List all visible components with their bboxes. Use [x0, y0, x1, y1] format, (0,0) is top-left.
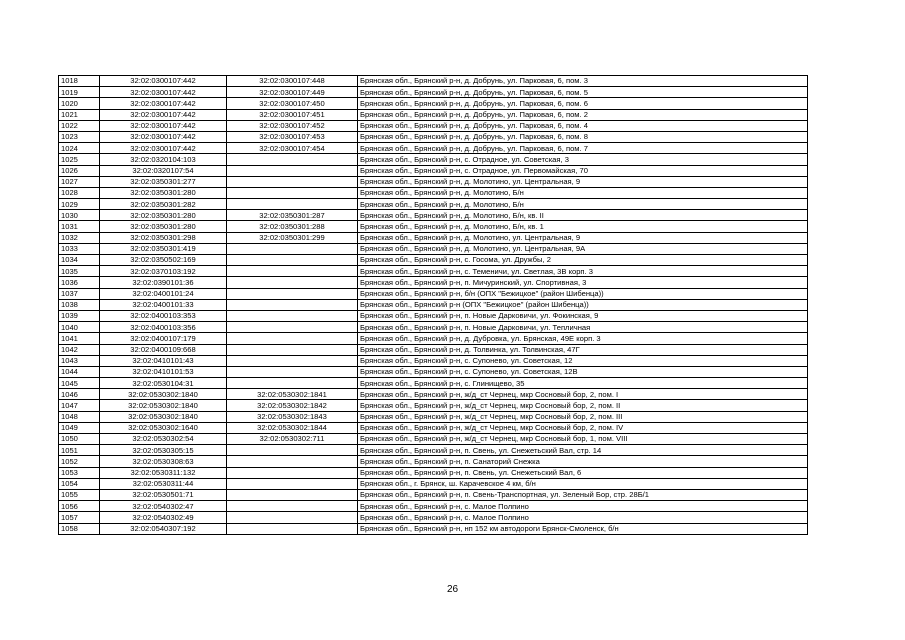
- address: Брянская обл., Брянский р-н, д. Добрунь, ул. Парковая, 6, пом. 3: [358, 76, 808, 87]
- table-row: [59, 243, 808, 254]
- object-cadastral-number: [227, 243, 358, 254]
- object-cadastral-number: [227, 333, 358, 344]
- object-cadastral-number: [227, 288, 358, 299]
- table-row: [59, 310, 808, 321]
- address: Брянская обл., Брянский р-н, д. Добрунь, ул. Парковая, 6, пом. 4: [358, 120, 808, 131]
- object-cadastral-number: 32:02:0350301:287: [227, 210, 358, 221]
- object-cadastral-number: [227, 154, 358, 165]
- row-number: 1058: [59, 523, 100, 534]
- row-number: 1043: [59, 355, 100, 366]
- address: Брянская обл., Брянский р-н, п. Новые Дарковичи, ул. Тепличная: [358, 322, 808, 333]
- table-row: [59, 400, 808, 411]
- cadastral-number: 32:02:0370103:192: [100, 266, 227, 277]
- cadastral-number: 32:02:0350502:169: [100, 255, 227, 266]
- object-cadastral-number: [227, 322, 358, 333]
- address: Брянская обл., Брянский р-н, с. Супонево, ул. Советская, 12: [358, 355, 808, 366]
- object-cadastral-number: [227, 445, 358, 456]
- cadastral-number: 32:02:0530104:31: [100, 378, 227, 389]
- table-row: [59, 333, 808, 344]
- object-cadastral-number: 32:02:0350301:288: [227, 221, 358, 232]
- object-cadastral-number: 32:02:0300107:453: [227, 131, 358, 142]
- address: Брянская обл., Брянский р-н, с. Госома, ул. Дружбы, 2: [358, 255, 808, 266]
- cadastral-number: 32:02:0400101:24: [100, 288, 227, 299]
- object-cadastral-number: [227, 366, 358, 377]
- row-number: 1053: [59, 467, 100, 478]
- address: Брянская обл., Брянский р-н (ОПХ "Бежицкое" (район Шибенца)): [358, 299, 808, 310]
- address: Брянская обл., Брянский р-н, п. Санаторий Снежка: [358, 456, 808, 467]
- address: Брянская обл., Брянский р-н, д. Молотино, ул. Центральная, 9А: [358, 243, 808, 254]
- address: Брянская обл., Брянский р-н, с. Глинищево, 35: [358, 378, 808, 389]
- address: Брянская обл., Брянский р-н, д. Добрунь, ул. Парковая, 6, пом. 5: [358, 87, 808, 98]
- row-number: 1020: [59, 98, 100, 109]
- address: Брянская обл., Брянский р-н, д. Молотино, ул. Центральная, 9: [358, 232, 808, 243]
- object-cadastral-number: [227, 344, 358, 355]
- table-row: [59, 187, 808, 198]
- row-number: 1029: [59, 199, 100, 210]
- cadastral-number: 32:02:0530302:1840: [100, 411, 227, 422]
- object-cadastral-number: 32:02:0530302:1844: [227, 422, 358, 433]
- object-cadastral-number: [227, 489, 358, 500]
- object-cadastral-number: 32:02:0300107:449: [227, 87, 358, 98]
- table-row: [59, 131, 808, 142]
- object-cadastral-number: 32:02:0300107:452: [227, 120, 358, 131]
- address: Брянская обл., Брянский р-н, п. Новые Дарковичи, ул. Фокинская, 9: [358, 310, 808, 321]
- row-number: 1021: [59, 109, 100, 120]
- table-row: [59, 266, 808, 277]
- address: Брянская обл., Брянский р-н, д. Молотино, Б/н: [358, 199, 808, 210]
- cadastral-number: 32:02:0400107:179: [100, 333, 227, 344]
- registry-table: [58, 75, 808, 535]
- cadastral-number: 32:02:0530302:1840: [100, 400, 227, 411]
- table-row: [59, 87, 808, 98]
- object-cadastral-number: [227, 199, 358, 210]
- object-cadastral-number: [227, 310, 358, 321]
- cadastral-number: 32:02:0410101:53: [100, 366, 227, 377]
- cadastral-number: 32:02:0400103:353: [100, 310, 227, 321]
- cadastral-number: 32:02:0300107:442: [100, 87, 227, 98]
- object-cadastral-number: [227, 277, 358, 288]
- table-row: [59, 456, 808, 467]
- address: Брянская обл., Брянский р-н, д. Добрунь, ул. Парковая, 6, пом. 8: [358, 131, 808, 142]
- cadastral-number: 32:02:0540302:49: [100, 512, 227, 523]
- address: Брянская обл., Брянский р-н, д. Добрунь, ул. Парковая, 6, пом. 6: [358, 98, 808, 109]
- object-cadastral-number: [227, 299, 358, 310]
- table-row: [59, 143, 808, 154]
- table-row: [59, 299, 808, 310]
- object-cadastral-number: [227, 478, 358, 489]
- table-row: [59, 277, 808, 288]
- cadastral-number: 32:02:0350301:277: [100, 176, 227, 187]
- table-row: [59, 76, 808, 87]
- row-number: 1046: [59, 389, 100, 400]
- object-cadastral-number: [227, 165, 358, 176]
- row-number: 1027: [59, 176, 100, 187]
- cadastral-number: 32:02:0400109:668: [100, 344, 227, 355]
- row-number: 1042: [59, 344, 100, 355]
- row-number: 1023: [59, 131, 100, 142]
- object-cadastral-number: [227, 523, 358, 534]
- address: Брянская обл., Брянский р-н, нп 152 км автодороги Брянск-Смоленск, б/н: [358, 523, 808, 534]
- address: Брянская обл., Брянский р-н, д. Добрунь, ул. Парковая, 6, пом. 7: [358, 143, 808, 154]
- address: Брянская обл., Брянский р-н, б/н (ОПХ "Бежицкое" (район Шибенца)): [358, 288, 808, 299]
- cadastral-number: 32:02:0300107:442: [100, 120, 227, 131]
- table-row: [59, 434, 808, 445]
- cadastral-number: 32:02:0530302:54: [100, 434, 227, 445]
- object-cadastral-number: [227, 176, 358, 187]
- object-cadastral-number: 32:02:0350301:299: [227, 232, 358, 243]
- cadastral-number: 32:02:0320104:103: [100, 154, 227, 165]
- address: Брянская обл., Брянский р-н, п. Свень-Транспортная, ул. Зеленый Бор, стр. 28Б/1: [358, 489, 808, 500]
- object-cadastral-number: 32:02:0530302:1842: [227, 400, 358, 411]
- table-row: [59, 355, 808, 366]
- object-cadastral-number: [227, 187, 358, 198]
- address: Брянская обл., Брянский р-н, п. Свень, ул. Снежетьский Вал, 6: [358, 467, 808, 478]
- table-row: [59, 288, 808, 299]
- table-row: [59, 501, 808, 512]
- table-row: [59, 98, 808, 109]
- table-row: [59, 467, 808, 478]
- table-row: [59, 512, 808, 523]
- row-number: 1031: [59, 221, 100, 232]
- row-number: 1040: [59, 322, 100, 333]
- address: Брянская обл., Брянский р-н, ж/д_ст Чернец, мкр Сосновый бор, 2, пом. I: [358, 389, 808, 400]
- address: Брянская обл., Брянский р-н, ж/д_ст Чернец, мкр Сосновый бор, 2, пом. III: [358, 411, 808, 422]
- row-number: 1045: [59, 378, 100, 389]
- row-number: 1019: [59, 87, 100, 98]
- page-number: 26: [446, 584, 459, 595]
- cadastral-number: 32:02:0300107:442: [100, 131, 227, 142]
- row-number: 1018: [59, 76, 100, 87]
- table-row: [59, 165, 808, 176]
- cadastral-number: 32:02:0350301:280: [100, 210, 227, 221]
- table-row: [59, 199, 808, 210]
- row-number: 1036: [59, 277, 100, 288]
- object-cadastral-number: 32:02:0300107:450: [227, 98, 358, 109]
- table-row: [59, 120, 808, 131]
- address: Брянская обл., Брянский р-н, с. Отрадное, ул. Первомайская, 70: [358, 165, 808, 176]
- table-row: [59, 445, 808, 456]
- address: Брянская обл., Брянский р-н, ж/д_ст Чернец, мкр Сосновый бор, 2, пом. II: [358, 400, 808, 411]
- object-cadastral-number: [227, 266, 358, 277]
- object-cadastral-number: 32:02:0530302:711: [227, 434, 358, 445]
- object-cadastral-number: [227, 512, 358, 523]
- cadastral-number: 32:02:0530501:71: [100, 489, 227, 500]
- row-number: 1050: [59, 434, 100, 445]
- object-cadastral-number: 32:02:0530302:1843: [227, 411, 358, 422]
- row-number: 1057: [59, 512, 100, 523]
- address: Брянская обл., Брянский р-н, с. Супонево, ул. Советская, 12В: [358, 366, 808, 377]
- table-row: [59, 232, 808, 243]
- object-cadastral-number: [227, 456, 358, 467]
- row-number: 1041: [59, 333, 100, 344]
- row-number: 1024: [59, 143, 100, 154]
- row-number: 1054: [59, 478, 100, 489]
- row-number: 1037: [59, 288, 100, 299]
- address: Брянская обл., Брянский р-н, с. Малое Полпино: [358, 512, 808, 523]
- cadastral-number: 32:02:0320107:54: [100, 165, 227, 176]
- object-cadastral-number: [227, 378, 358, 389]
- row-number: 1025: [59, 154, 100, 165]
- table-row: [59, 389, 808, 400]
- cadastral-number: 32:02:0530308:63: [100, 456, 227, 467]
- object-cadastral-number: 32:02:0300107:454: [227, 143, 358, 154]
- object-cadastral-number: 32:02:0300107:451: [227, 109, 358, 120]
- cadastral-number: 32:02:0350301:419: [100, 243, 227, 254]
- row-number: 1026: [59, 165, 100, 176]
- cadastral-number: 32:02:0390101:36: [100, 277, 227, 288]
- table-row: [59, 523, 808, 534]
- table-row: [59, 478, 808, 489]
- address: Брянская обл., Брянский р-н, с. Отрадное, ул. Советская, 3: [358, 154, 808, 165]
- address: Брянская обл., Брянский р-н, п. Свень, ул. Снежетьский Вал, стр. 14: [358, 445, 808, 456]
- table-row: [59, 366, 808, 377]
- address: Брянская обл., Брянский р-н, д. Добрунь, ул. Парковая, 6, пом. 2: [358, 109, 808, 120]
- table-row: [59, 109, 808, 120]
- row-number: 1048: [59, 411, 100, 422]
- row-number: 1051: [59, 445, 100, 456]
- cadastral-number: 32:02:0350301:280: [100, 187, 227, 198]
- address: Брянская обл., Брянский р-н, д. Молотино, ул. Центральная, 9: [358, 176, 808, 187]
- cadastral-number: 32:02:0530311:44: [100, 478, 227, 489]
- row-number: 1033: [59, 243, 100, 254]
- address: Брянская обл., Брянский р-н, д. Толвинка, ул. Толвинская, 47Г: [358, 344, 808, 355]
- address: Брянская обл., Брянский р-н, д. Молотино, Б/н, кв. 1: [358, 221, 808, 232]
- address: Брянская обл., Брянский р-н, с. Теменичи, ул. Светлая, 3В корп. 3: [358, 266, 808, 277]
- row-number: 1038: [59, 299, 100, 310]
- row-number: 1039: [59, 310, 100, 321]
- table-row: [59, 422, 808, 433]
- row-number: 1034: [59, 255, 100, 266]
- row-number: 1035: [59, 266, 100, 277]
- cadastral-number: 32:02:0350301:280: [100, 221, 227, 232]
- cadastral-number: 32:02:0350301:298: [100, 232, 227, 243]
- cadastral-number: 32:02:0540302:47: [100, 501, 227, 512]
- cadastral-number: 32:02:0350301:282: [100, 199, 227, 210]
- address: Брянская обл., Брянский р-н, с. Малое Полпино: [358, 501, 808, 512]
- cadastral-number: 32:02:0530302:1840: [100, 389, 227, 400]
- address: Брянская обл., Брянский р-н, д. Молотино, Б/н, кв. II: [358, 210, 808, 221]
- cadastral-number: 32:02:0300107:442: [100, 98, 227, 109]
- cadastral-number: 32:02:0410101:43: [100, 355, 227, 366]
- address: Брянская обл., Брянский р-н, д. Дубровка, ул. Брянская, 49Е корп. 3: [358, 333, 808, 344]
- cadastral-number: 32:02:0540307:192: [100, 523, 227, 534]
- table-row: [59, 210, 808, 221]
- address: Брянская обл., Брянский р-н, ж/д_ст Чернец, мкр Сосновый бор, 1, пом. VIII: [358, 434, 808, 445]
- table-row: [59, 255, 808, 266]
- row-number: 1049: [59, 422, 100, 433]
- cadastral-number: 32:02:0400103:356: [100, 322, 227, 333]
- row-number: 1044: [59, 366, 100, 377]
- cadastral-number: 32:02:0400101:33: [100, 299, 227, 310]
- address: Брянская обл., Брянский р-н, д. Молотино, Б/н: [358, 187, 808, 198]
- table-row: [59, 154, 808, 165]
- object-cadastral-number: [227, 255, 358, 266]
- row-number: 1052: [59, 456, 100, 467]
- table-row: [59, 322, 808, 333]
- registry-table-body: [59, 76, 808, 535]
- cadastral-number: 32:02:0530302:1640: [100, 422, 227, 433]
- row-number: 1032: [59, 232, 100, 243]
- row-number: 1047: [59, 400, 100, 411]
- address: Брянская обл., Брянский р-н, ж/д_ст Чернец, мкр Сосновый бор, 2, пом. IV: [358, 422, 808, 433]
- object-cadastral-number: 32:02:0300107:448: [227, 76, 358, 87]
- cadastral-number: 32:02:0300107:442: [100, 143, 227, 154]
- object-cadastral-number: [227, 501, 358, 512]
- row-number: 1022: [59, 120, 100, 131]
- row-number: 1055: [59, 489, 100, 500]
- cadastral-number: 32:02:0300107:442: [100, 76, 227, 87]
- object-cadastral-number: [227, 467, 358, 478]
- table-row: [59, 411, 808, 422]
- table-row: [59, 176, 808, 187]
- table-row: [59, 221, 808, 232]
- table-row: [59, 378, 808, 389]
- table-row: [59, 489, 808, 500]
- address: Брянская обл., г. Брянск, ш. Карачевское 4 км, б/н: [358, 478, 808, 489]
- cadastral-number: 32:02:0530311:132: [100, 467, 227, 478]
- row-number: 1030: [59, 210, 100, 221]
- object-cadastral-number: [227, 355, 358, 366]
- table-row: [59, 344, 808, 355]
- address: Брянская обл., Брянский р-н, п. Мичуринский, ул. Спортивная, 3: [358, 277, 808, 288]
- cadastral-number: 32:02:0300107:442: [100, 109, 227, 120]
- row-number: 1056: [59, 501, 100, 512]
- row-number: 1028: [59, 187, 100, 198]
- object-cadastral-number: 32:02:0530302:1841: [227, 389, 358, 400]
- cadastral-number: 32:02:0530305:15: [100, 445, 227, 456]
